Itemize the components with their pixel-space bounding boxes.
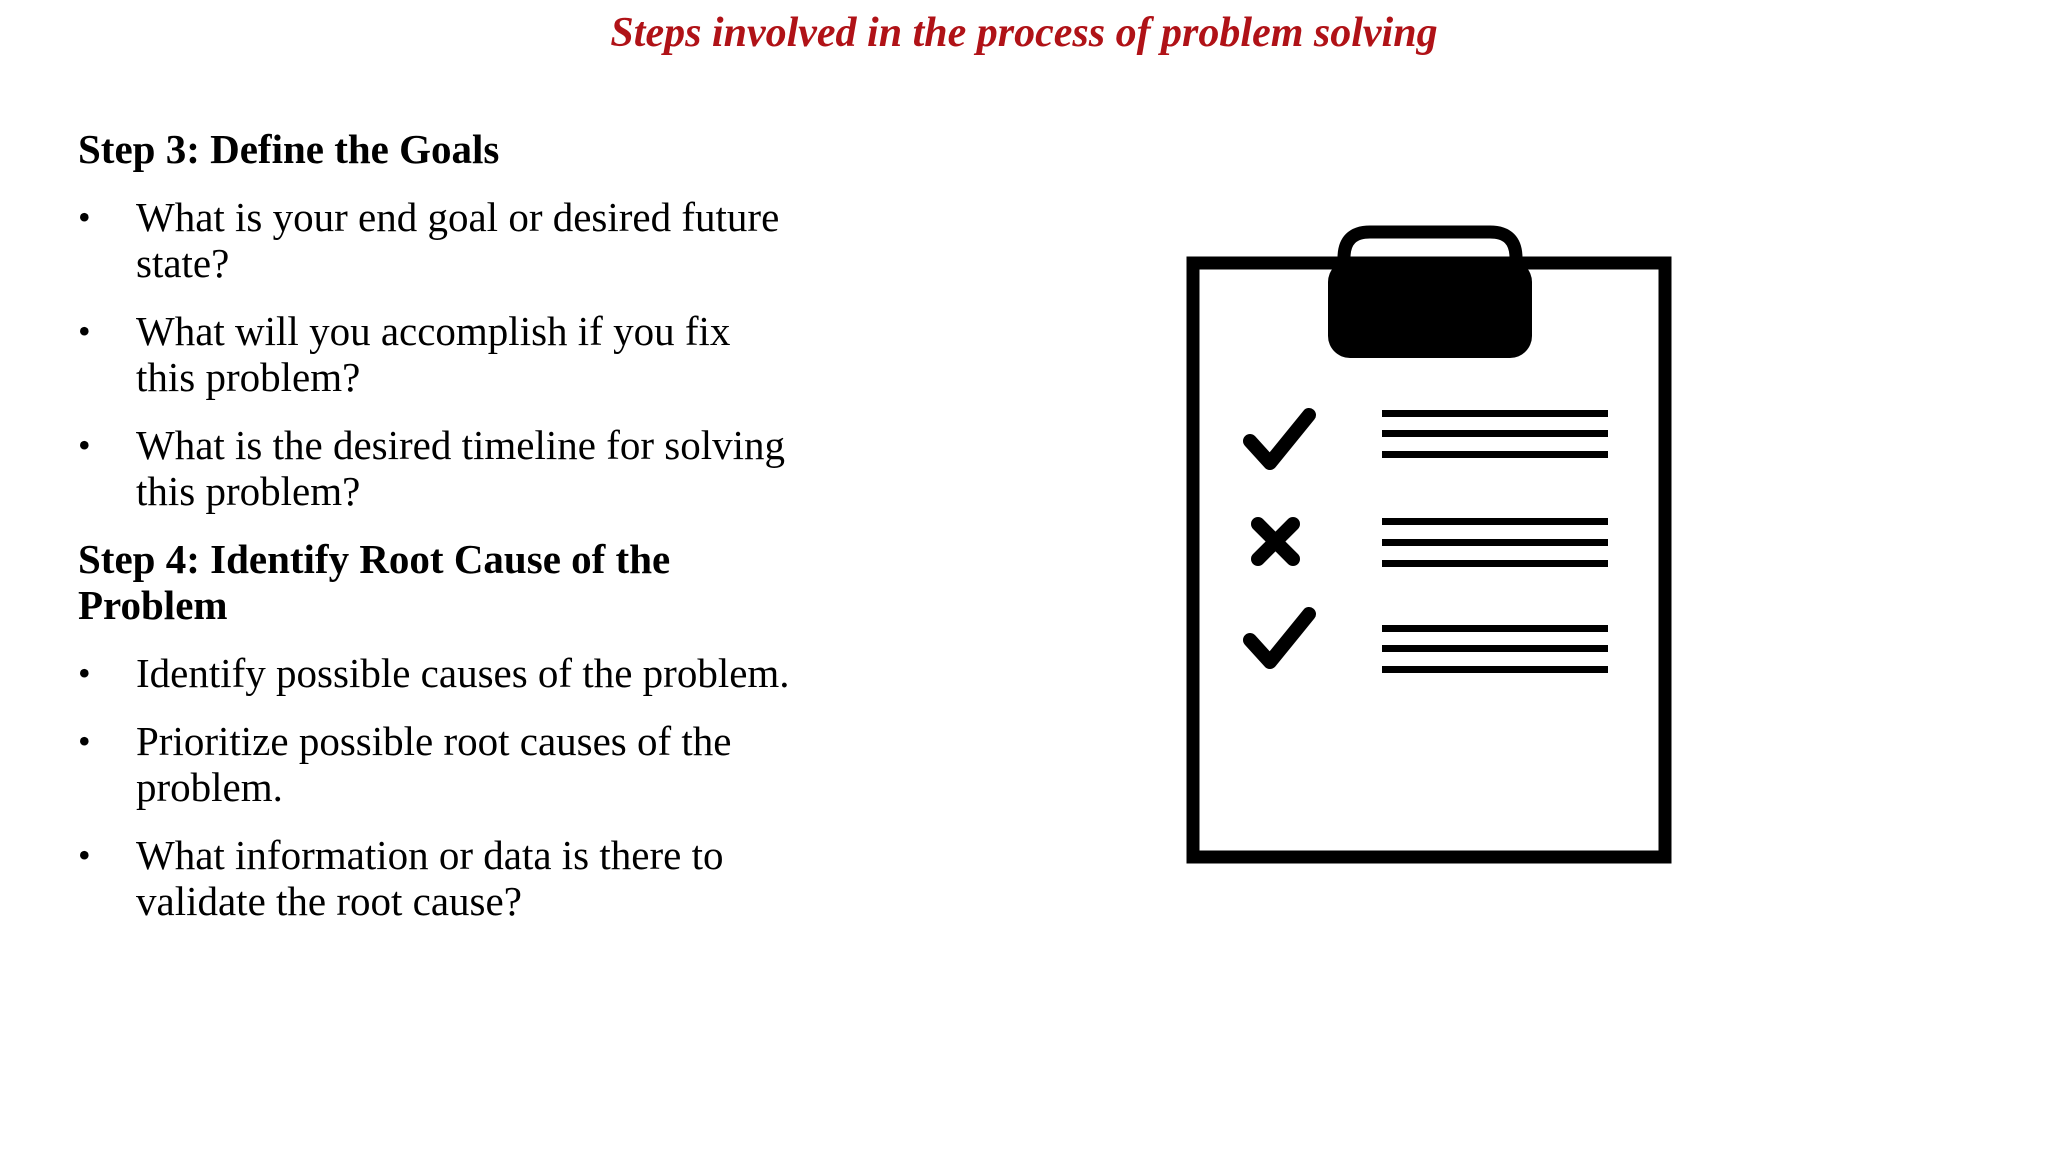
bullet-icon: • bbox=[78, 653, 91, 693]
bullet-icon: • bbox=[78, 197, 91, 237]
step-4-bullet-list bbox=[78, 650, 798, 924]
bullet-text: Prioritize possible root causes of the problem. bbox=[136, 718, 732, 810]
step-3-heading: Step 3: Define the Goals bbox=[78, 126, 500, 172]
text-line bbox=[1382, 518, 1608, 525]
list-item bbox=[78, 718, 798, 810]
list-item bbox=[78, 422, 798, 514]
step-4-heading: Step 4: Identify Root Cause of the Problem bbox=[78, 536, 671, 628]
bullet-icon: • bbox=[78, 311, 91, 351]
text-line bbox=[1382, 451, 1608, 458]
text-line bbox=[1382, 410, 1608, 417]
list-item bbox=[78, 194, 798, 286]
bullet-text: Identify possible causes of the problem. bbox=[136, 650, 790, 696]
bullet-text: What will you accomplish if you fix this problem? bbox=[136, 308, 731, 400]
step-3-bullet-list bbox=[78, 194, 798, 514]
bullet-icon: • bbox=[78, 425, 91, 465]
list-item bbox=[78, 650, 798, 696]
text-line bbox=[1382, 645, 1608, 652]
list-item bbox=[78, 308, 798, 400]
text-line bbox=[1382, 666, 1608, 673]
text-line bbox=[1382, 539, 1608, 546]
text-line bbox=[1382, 560, 1608, 567]
bullet-text: What is the desired timeline for solving this problem? bbox=[136, 422, 786, 514]
bullet-icon: • bbox=[78, 835, 91, 875]
clipboard-checklist-icon bbox=[1180, 220, 1680, 870]
text-line bbox=[1382, 430, 1608, 437]
bullet-text: What is your end goal or desired future state? bbox=[136, 194, 780, 286]
text-line bbox=[1382, 625, 1608, 632]
bullet-icon: • bbox=[78, 721, 91, 761]
page-title: Steps involved in the process of problem solving bbox=[610, 10, 1438, 56]
list-item bbox=[78, 832, 798, 924]
bullet-text: What information or data is there to validate the root cause? bbox=[136, 832, 724, 924]
steps-content bbox=[78, 126, 798, 946]
clipboard-clip bbox=[1328, 260, 1532, 358]
